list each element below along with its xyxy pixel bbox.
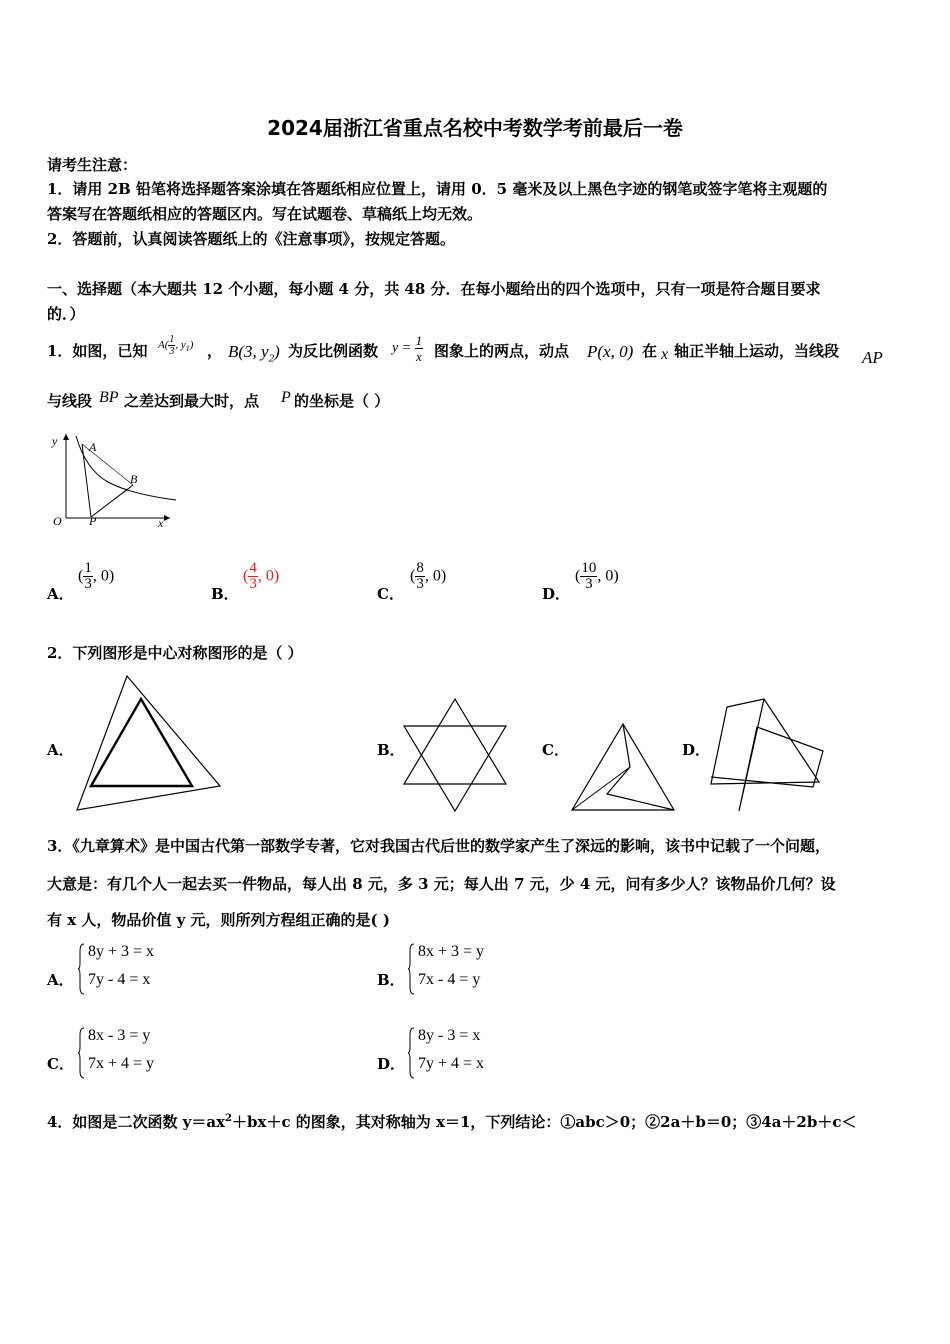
section-heading-line-1: 一、选择题（本大题共 12 个小题，每小题 4 分，共 48 分．在每小题给出的四个选项中，只有一项是符合题目要求 bbox=[47, 280, 821, 298]
q3-option-c[interactable] bbox=[78, 1027, 178, 1083]
q3-option-b-letter[interactable]: B． bbox=[377, 971, 405, 989]
brace-icon bbox=[408, 1027, 414, 1079]
q2-figure-d[interactable] bbox=[707, 697, 827, 813]
q2-option-d-letter[interactable]: D． bbox=[682, 741, 711, 759]
notice-line-2: 答案写在答题纸相应的答题区内。写在试题卷、草稿纸上均无效。 bbox=[47, 205, 483, 223]
q1-segment-ap: AP bbox=[862, 348, 883, 367]
section-heading-line-2: 的．） bbox=[47, 305, 85, 323]
q2-figure-a[interactable] bbox=[74, 674, 224, 814]
q2-option-c-letter[interactable]: C． bbox=[542, 741, 569, 759]
q1-point-a: A( $\frac{1}{3}$ , $y_1$) bbox=[158, 334, 194, 357]
q3-option-a[interactable] bbox=[78, 943, 178, 999]
q3-option-b[interactable] bbox=[408, 943, 508, 999]
q1-option-b-letter[interactable]: B． bbox=[211, 585, 239, 603]
q1-function: y = $\frac{1}{x}$ bbox=[392, 333, 423, 364]
q1-option-a[interactable]: ( $\frac{1}{3}$ , 0) bbox=[78, 560, 115, 592]
q1-point-p-ref: P bbox=[281, 389, 291, 406]
q3-option-a-eq1: 8y + 3 = x bbox=[88, 943, 155, 960]
q4-stem: 4．如图是二次函数 $y=ax^2+bx+c$ 的图象，其对称轴为 x＝1，下列结论：①abc＞0；②2a＋b＝0；③4a＋2b＋c＜ bbox=[47, 1113, 857, 1131]
graph-label-a: A bbox=[89, 440, 97, 454]
q1-option-d-letter[interactable]: D． bbox=[542, 585, 571, 603]
notice-line-1: 1．请用 2B 铅笔将选择题答案涂填在答题纸相应位置上，请用 0．5 毫米及以上黑色字迹的钢笔或签字笔将主观题的 bbox=[47, 180, 828, 198]
graph-label-p: P bbox=[89, 514, 97, 528]
q1-line2-a: 与线段 bbox=[47, 392, 93, 410]
q1-option-c[interactable]: ( $\frac{8}{3}$ , 0) bbox=[410, 560, 447, 592]
q2-stem: 2．下列图形是中心对称图形的是（ ） bbox=[47, 644, 303, 662]
q3-option-d-eq2: 7y + 4 = x bbox=[418, 1055, 485, 1072]
q1-point-b: B(3, $y_2$) bbox=[228, 342, 280, 365]
q3-option-d-letter[interactable]: D． bbox=[377, 1055, 406, 1073]
q1-option-a-letter[interactable]: A． bbox=[47, 585, 74, 603]
q1-line2-c: 的坐标是（ ） bbox=[294, 392, 390, 410]
page-title: 2024届浙江省重点名校中考数学考前最后一卷 bbox=[267, 116, 683, 140]
q2-option-b-letter[interactable]: B． bbox=[377, 741, 405, 759]
q2-figure-c[interactable] bbox=[570, 722, 676, 814]
notice-line-3: 2．答题前，认真阅读答题纸上的《注意事项》，按规定答题。 bbox=[47, 230, 455, 248]
graph-label-x: x bbox=[158, 516, 164, 530]
brace-icon bbox=[78, 943, 84, 995]
graph-label-b: B bbox=[130, 472, 138, 486]
graph-label-o: O bbox=[53, 514, 62, 528]
q1-comma: ， bbox=[207, 342, 223, 360]
q2-figure-b[interactable] bbox=[402, 697, 508, 813]
q1-text-5: 轴正半轴上运动，当线段 bbox=[674, 342, 840, 360]
q1-line2-b: 之差达到最大时，点 bbox=[124, 392, 260, 410]
q3-line-2: 大意是：有几个人一起去买一件物品，每人出 8 元，多 3 元；每人出 7 元，少 4 元，问有多少人？该物品价几何？设 bbox=[47, 875, 836, 893]
q1-text-2: 为反比例函数 bbox=[288, 342, 379, 360]
q1-text-3: 图象上的两点，动点 bbox=[434, 342, 570, 360]
brace-icon bbox=[408, 943, 414, 995]
q3-option-c-letter[interactable]: C． bbox=[47, 1055, 74, 1073]
q1-option-c-letter[interactable]: C． bbox=[377, 585, 404, 603]
q3-line-1: 3．《九章算术》是中国古代第一部数学专著，它对我国古代后世的数学家产生了深远的影响，该书中记载了一个问题， bbox=[47, 837, 830, 855]
q1-option-d[interactable]: ( $\frac{10}{3}$ , 0) bbox=[575, 560, 619, 592]
q3-option-a-eq2: 7y - 4 = x bbox=[88, 971, 151, 988]
q1-text-4: 在 bbox=[642, 342, 658, 360]
graph-label-y: y bbox=[52, 434, 58, 448]
q2-option-a-letter[interactable]: A． bbox=[47, 741, 74, 759]
q1-point-p: P(x, 0) bbox=[587, 342, 634, 361]
q1-intro: 1．如图，已知 bbox=[47, 342, 148, 360]
q3-line-3: 有 x 人，物品价值 y 元，则所列方程组正确的是( ) bbox=[47, 911, 390, 929]
q3-option-a-letter[interactable]: A． bbox=[47, 971, 74, 989]
brace-icon bbox=[78, 1027, 84, 1079]
q1-option-b[interactable]: ( $\frac{4}{3}$ , 0) bbox=[243, 560, 280, 592]
q1-x-var: x bbox=[661, 346, 669, 363]
q3-option-d-eq1: 8y - 3 = x bbox=[418, 1027, 481, 1044]
q3-option-d[interactable] bbox=[408, 1027, 508, 1083]
q3-option-b-eq2: 7x - 4 = y bbox=[418, 971, 481, 988]
q3-option-c-eq2: 7x + 4 = y bbox=[88, 1055, 155, 1072]
q3-option-c-eq1: 8x - 3 = y bbox=[88, 1027, 151, 1044]
notice-heading: 请考生注意： bbox=[47, 156, 138, 174]
q1-segment-bp: BP bbox=[99, 389, 119, 406]
q3-option-b-eq1: 8x + 3 = y bbox=[418, 943, 485, 960]
